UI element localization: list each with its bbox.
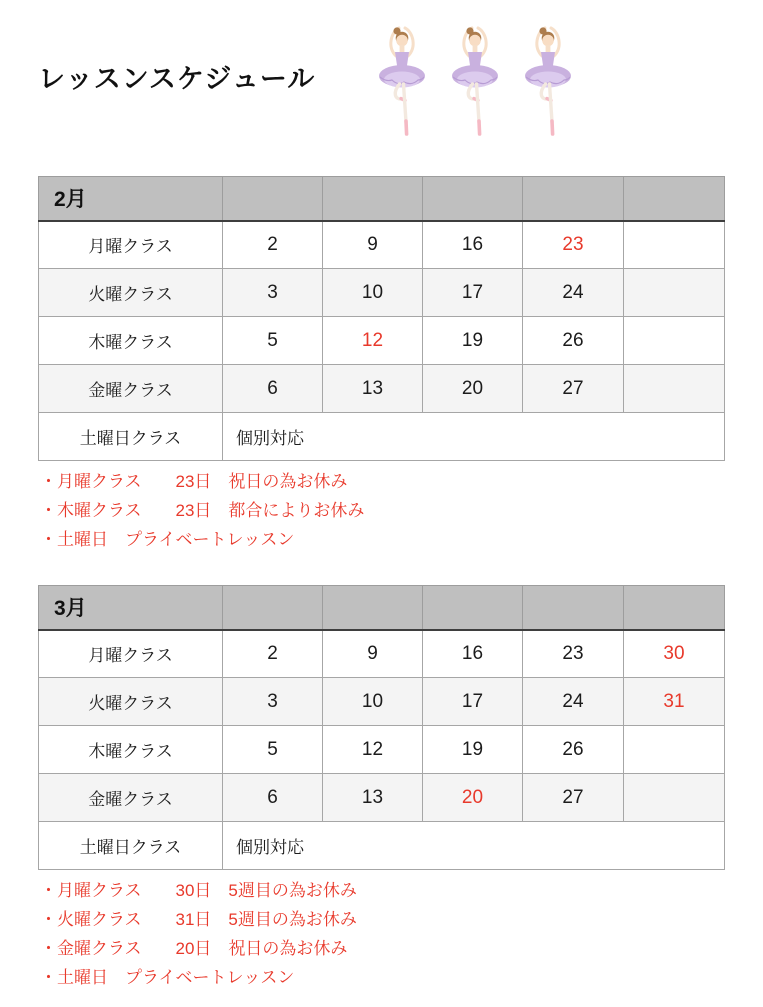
- date-cell: 17: [423, 269, 523, 317]
- table-row-saturday: [39, 413, 725, 461]
- saturday-value: 個別対応: [223, 413, 725, 461]
- date-cell: [624, 726, 725, 774]
- month-header-row: [39, 177, 725, 221]
- table-row-tuesday: [39, 678, 725, 726]
- date-cell: [624, 365, 725, 413]
- table-row-thursday: [39, 726, 725, 774]
- table-row-monday: [39, 630, 725, 678]
- ballerina-icon: [518, 20, 578, 144]
- date-cell: 27: [523, 365, 624, 413]
- date-cell: 9: [323, 221, 423, 269]
- date-cell: 23: [523, 630, 624, 678]
- date-cell: 13: [323, 774, 423, 822]
- date-cell: 3: [223, 269, 323, 317]
- date-cell: 23: [523, 221, 624, 269]
- date-cell: 3: [223, 678, 323, 726]
- date-cell: [624, 317, 725, 365]
- date-cell: 2: [223, 221, 323, 269]
- date-cell: 10: [323, 678, 423, 726]
- header-cell-empty: [323, 177, 423, 221]
- date-cell: 10: [323, 269, 423, 317]
- date-cell: 13: [323, 365, 423, 413]
- note-line: ・木曜クラス 23日 都合によりお休み: [40, 501, 365, 520]
- notes-march: [40, 876, 763, 992]
- schedule-table-february: [38, 176, 725, 461]
- date-cell: 2: [223, 630, 323, 678]
- ballerina-illustrations: [372, 20, 578, 144]
- date-cell: 24: [523, 678, 624, 726]
- date-cell: 6: [223, 774, 323, 822]
- header-cell-empty: [423, 177, 523, 221]
- page-header: [0, 0, 763, 176]
- class-label: 火曜クラス: [39, 678, 223, 726]
- date-cell: [624, 221, 725, 269]
- date-cell: 27: [523, 774, 624, 822]
- class-label: 月曜クラス: [39, 221, 223, 269]
- class-label: 木曜クラス: [39, 317, 223, 365]
- date-cell: 20: [423, 365, 523, 413]
- note-line: ・土曜日 プライベートレッスン: [40, 968, 295, 987]
- date-cell: 19: [423, 726, 523, 774]
- saturday-value: 個別対応: [223, 822, 725, 870]
- notes-february: [40, 467, 763, 554]
- table-row-friday: [39, 365, 725, 413]
- class-label: 土曜日クラス: [39, 413, 223, 461]
- note-line: ・金曜クラス 20日 祝日の為お休み: [40, 939, 348, 958]
- table-row-tuesday: [39, 269, 725, 317]
- table-row-monday: [39, 221, 725, 269]
- class-label: 火曜クラス: [39, 269, 223, 317]
- header-cell-empty: [624, 586, 725, 630]
- class-label: 土曜日クラス: [39, 822, 223, 870]
- table-row-thursday: [39, 317, 725, 365]
- date-cell: 6: [223, 365, 323, 413]
- class-label: 金曜クラス: [39, 774, 223, 822]
- note-line: ・月曜クラス 23日 祝日の為お休み: [40, 472, 348, 491]
- table-row-saturday: [39, 822, 725, 870]
- table-row-friday: [39, 774, 725, 822]
- date-cell: 26: [523, 317, 624, 365]
- date-cell: 12: [323, 317, 423, 365]
- date-cell: [624, 269, 725, 317]
- header-cell-empty: [223, 586, 323, 630]
- header-cell-empty: [624, 177, 725, 221]
- header-cell-empty: [323, 586, 423, 630]
- date-cell: 24: [523, 269, 624, 317]
- date-cell: 5: [223, 726, 323, 774]
- header-cell-empty: [423, 586, 523, 630]
- date-cell: 19: [423, 317, 523, 365]
- ballerina-icon: [372, 20, 432, 144]
- date-cell: 16: [423, 630, 523, 678]
- schedule-table-march: [38, 585, 725, 870]
- date-cell: 20: [423, 774, 523, 822]
- date-cell: 17: [423, 678, 523, 726]
- date-cell: 9: [323, 630, 423, 678]
- date-cell: 30: [624, 630, 725, 678]
- month-header-row: [39, 586, 725, 630]
- date-cell: 31: [624, 678, 725, 726]
- class-label: 金曜クラス: [39, 365, 223, 413]
- header-cell-empty: [523, 177, 624, 221]
- date-cell: 12: [323, 726, 423, 774]
- date-cell: 5: [223, 317, 323, 365]
- month-label: 3月: [39, 586, 223, 630]
- date-cell: 26: [523, 726, 624, 774]
- ballerina-icon: [445, 20, 505, 144]
- month-label: 2月: [39, 177, 223, 221]
- date-cell: [624, 774, 725, 822]
- note-line: ・土曜日 プライベートレッスン: [40, 530, 295, 549]
- class-label: 木曜クラス: [39, 726, 223, 774]
- note-line: ・火曜クラス 31日 5週目の為お休み: [40, 910, 357, 929]
- header-cell-empty: [223, 177, 323, 221]
- page-title: レッスンスケジュール: [38, 64, 316, 94]
- date-cell: 16: [423, 221, 523, 269]
- header-cell-empty: [523, 586, 624, 630]
- class-label: 月曜クラス: [39, 630, 223, 678]
- note-line: ・月曜クラス 30日 5週目の為お休み: [40, 881, 357, 900]
